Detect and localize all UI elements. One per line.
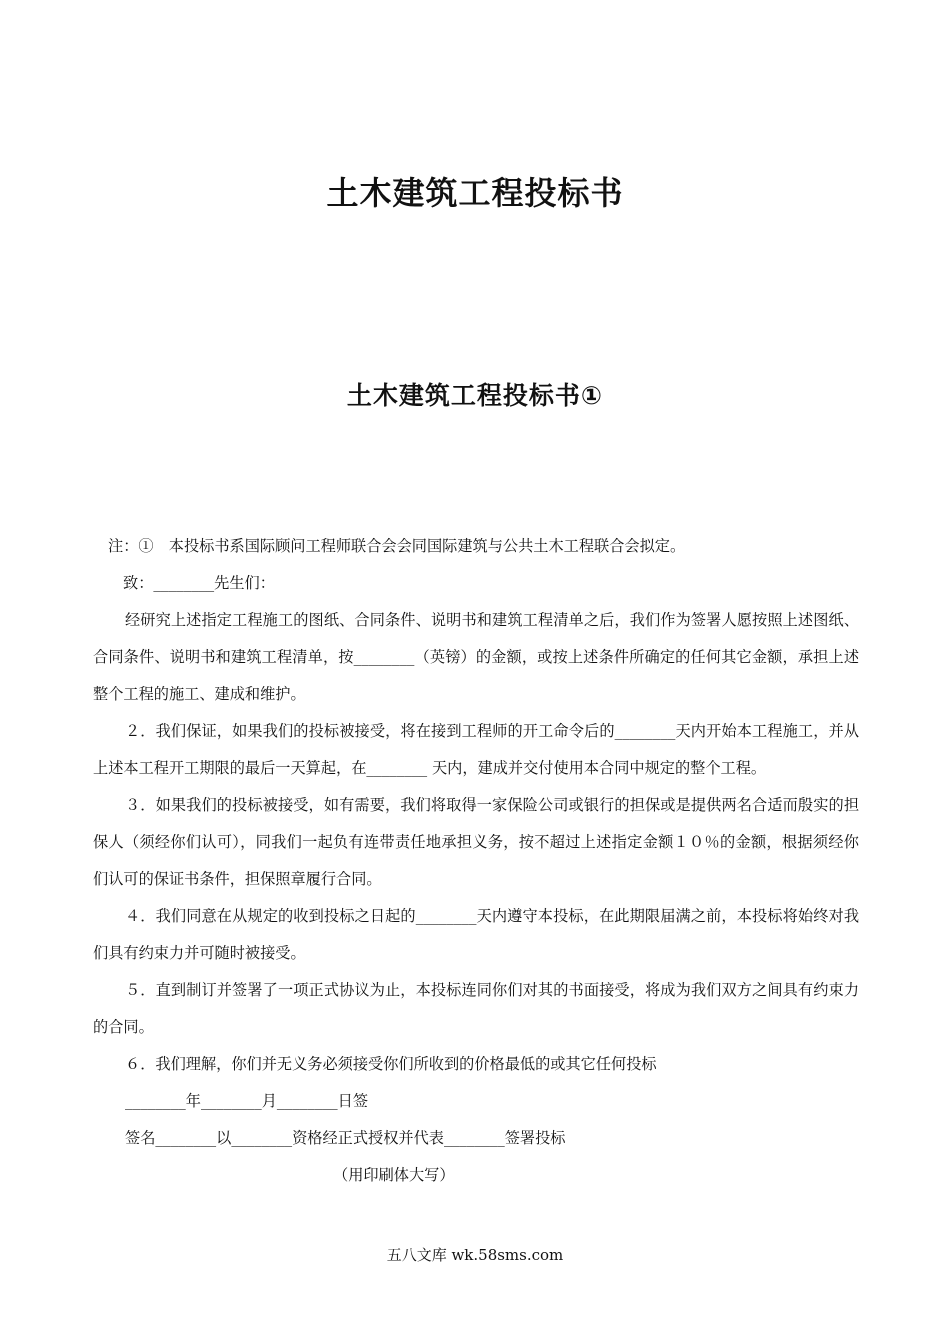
paragraph-1-text: 经研究上述指定工程施工的图纸、合同条件、说明书和建筑工程清单之后，我们作为签署人愿按照上述图纸、合同条件、说明书和建筑工程清单，按________（英镑）的金额，或按上述条件所确定的任何其它金额，承担上述整个工程的施工、建成和维护。 (93, 611, 859, 703)
date-line: ________年________月________日签 (125, 1092, 368, 1110)
note-line: 注：① 本投标书系国际顾问工程师联合会会同国际建筑与公共土木工程联合会拟定。 (108, 537, 686, 555)
signature-line: 签名________以________资格经正式授权并代表________签署投标 (125, 1129, 566, 1147)
footer-source: 五八文库 wk.58sms.com (386, 1246, 564, 1264)
paragraph-4 (93, 898, 859, 972)
document-title: 土木建筑工程投标书 (326, 174, 624, 212)
paragraph-3-text: ３．如果我们的投标被接受，如有需要，我们将取得一家保险公司或银行的担保或是提供两名合适而殷实的担保人（须经你们认可），同我们一起负有连带责任地承担义务，按不超过上述指定金额１０％的金额，根据须经你们认可的保证书条件，担保照章履行合同。 (93, 796, 859, 888)
paragraph-3 (93, 787, 859, 898)
paragraph-6 (93, 1046, 859, 1083)
paragraph-4-text: ４．我们同意在从规定的收到投标之日起的________天内遵守本投标，在此期限届满之前，本投标将始终对我们具有约束力并可随时被接受。 (93, 907, 859, 962)
paragraph-2 (93, 713, 859, 787)
paragraph-2-text: ２．我们保证，如果我们的投标被接受，将在接到工程师的开工命令后的________天内开始本工程施工，并从上述本工程开工期限的最后一天算起，在________ 天内，建成并交付使用本合同中规定的整个工程。 (93, 722, 859, 777)
paragraph-5 (93, 972, 859, 1046)
document-body (93, 528, 859, 1194)
paragraph-5-text: ５．直到制订并签署了一项正式协议为止，本投标连同你们对其的书面接受，将成为我们双方之间具有约束力的合同。 (93, 981, 859, 1036)
document-subtitle: 土木建筑工程投标书① (346, 381, 604, 410)
print-note: （用印刷体大写） (333, 1166, 455, 1184)
salutation-line: 致：________先生们： (123, 574, 275, 592)
paragraph-1 (93, 602, 859, 713)
paragraph-6-text: ６．我们理解，你们并无义务必须接受你们所收到的价格最低的或其它任何投标 (125, 1055, 657, 1073)
